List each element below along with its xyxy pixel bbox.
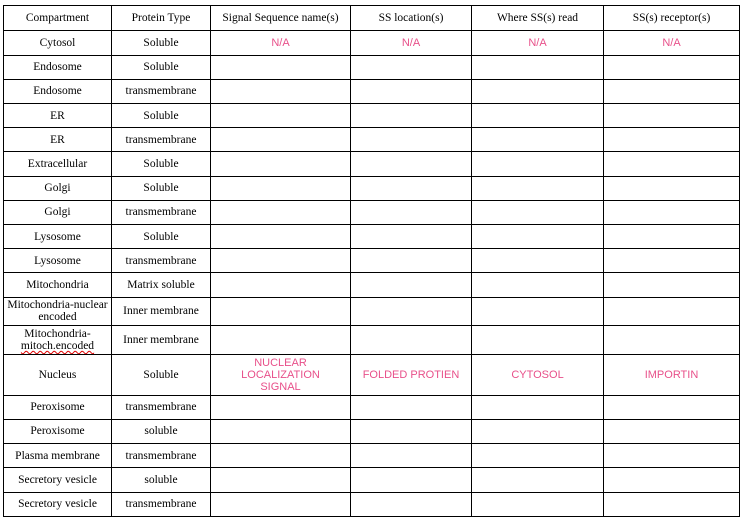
receptor-cell[interactable] bbox=[604, 152, 740, 176]
ss-location-cell[interactable] bbox=[351, 326, 472, 354]
compartment-cell: ER bbox=[4, 103, 112, 127]
signal-name-cell[interactable] bbox=[211, 55, 351, 79]
compartment-cell: Plasma membrane bbox=[4, 444, 112, 468]
protein-type-cell: Soluble bbox=[112, 225, 211, 249]
header-ss-location: SS location(s) bbox=[351, 6, 472, 31]
receptor-cell[interactable] bbox=[604, 103, 740, 127]
protein-type-cell: Inner membrane bbox=[112, 297, 211, 325]
where-read-cell[interactable] bbox=[472, 444, 604, 468]
where-read-cell[interactable]: N/A bbox=[472, 31, 604, 55]
protein-type-cell: Inner membrane bbox=[112, 326, 211, 354]
protein-type-cell: soluble bbox=[112, 419, 211, 443]
header-row bbox=[4, 6, 740, 31]
signal-name-cell[interactable] bbox=[211, 419, 351, 443]
where-read-cell[interactable] bbox=[472, 468, 604, 492]
compartment-cell: Cytosol bbox=[4, 31, 112, 55]
receptor-cell[interactable] bbox=[604, 326, 740, 354]
where-read-cell[interactable] bbox=[472, 176, 604, 200]
signal-name-cell[interactable] bbox=[211, 249, 351, 273]
ss-location-cell[interactable] bbox=[351, 79, 472, 103]
compartment-line-2: mitoch.encoded bbox=[20, 339, 95, 352]
signal-name-cell[interactable] bbox=[211, 468, 351, 492]
ss-location-cell[interactable] bbox=[351, 273, 472, 297]
signal-name-cell[interactable] bbox=[211, 444, 351, 468]
where-read-cell[interactable] bbox=[472, 200, 604, 224]
ss-location-cell[interactable] bbox=[351, 419, 472, 443]
protein-type-cell: Soluble bbox=[112, 103, 211, 127]
signal-name-cell[interactable] bbox=[211, 492, 351, 516]
table-row bbox=[4, 176, 740, 200]
compartment-cell: Peroxisome bbox=[4, 395, 112, 419]
compartment-cell: Secretory vesicle bbox=[4, 468, 112, 492]
ss-location-cell[interactable] bbox=[351, 225, 472, 249]
ss-location-cell[interactable] bbox=[351, 200, 472, 224]
signal-name-cell[interactable] bbox=[211, 395, 351, 419]
compartment-cell: Peroxisome bbox=[4, 419, 112, 443]
signal-name-cell[interactable] bbox=[211, 152, 351, 176]
table-row bbox=[4, 326, 740, 354]
receptor-cell[interactable] bbox=[604, 249, 740, 273]
table-row bbox=[4, 249, 740, 273]
protein-type-cell: transmembrane bbox=[112, 200, 211, 224]
receptor-cell[interactable] bbox=[604, 128, 740, 152]
ss-location-cell[interactable] bbox=[351, 297, 472, 325]
protein-type-cell: transmembrane bbox=[112, 128, 211, 152]
ss-location-cell[interactable]: FOLDED PROTIEN bbox=[351, 354, 472, 395]
where-read-cell[interactable] bbox=[472, 419, 604, 443]
protein-type-cell: transmembrane bbox=[112, 492, 211, 516]
signal-sequence-table bbox=[3, 5, 740, 517]
protein-type-cell: Matrix soluble bbox=[112, 273, 211, 297]
ss-location-cell[interactable] bbox=[351, 249, 472, 273]
signal-name-cell[interactable] bbox=[211, 326, 351, 354]
where-read-cell[interactable] bbox=[472, 395, 604, 419]
receptor-cell[interactable] bbox=[604, 444, 740, 468]
header-protein-type: Protein Type bbox=[112, 6, 211, 31]
protein-type-cell: soluble bbox=[112, 468, 211, 492]
ss-location-cell[interactable] bbox=[351, 395, 472, 419]
table-row bbox=[4, 152, 740, 176]
ss-location-cell[interactable] bbox=[351, 492, 472, 516]
table-row bbox=[4, 31, 740, 55]
table-row bbox=[4, 79, 740, 103]
compartment-cell: Golgi bbox=[4, 176, 112, 200]
where-read-cell[interactable] bbox=[472, 55, 604, 79]
compartment-cell: Secretory vesicle bbox=[4, 492, 112, 516]
compartment-cell: Extracellular bbox=[4, 152, 112, 176]
where-read-cell[interactable] bbox=[472, 103, 604, 127]
protein-type-cell: transmembrane bbox=[112, 444, 211, 468]
protein-type-cell: Soluble bbox=[112, 354, 211, 395]
ss-location-cell[interactable] bbox=[351, 55, 472, 79]
receptor-cell[interactable] bbox=[604, 79, 740, 103]
signal-name-cell[interactable] bbox=[211, 103, 351, 127]
compartment-line-1: Mitochondria- bbox=[24, 327, 91, 340]
protein-type-cell: Soluble bbox=[112, 55, 211, 79]
signal-name-cell[interactable] bbox=[211, 273, 351, 297]
ss-location-cell[interactable] bbox=[351, 103, 472, 127]
protein-type-cell: Soluble bbox=[112, 31, 211, 55]
where-read-cell[interactable] bbox=[472, 79, 604, 103]
table-row bbox=[4, 200, 740, 224]
receptor-cell[interactable] bbox=[604, 297, 740, 325]
where-read-cell[interactable]: CYTOSOL bbox=[472, 354, 604, 395]
table-row bbox=[4, 444, 740, 468]
where-read-cell[interactable] bbox=[472, 492, 604, 516]
protein-type-cell: transmembrane bbox=[112, 249, 211, 273]
receptor-cell[interactable] bbox=[604, 468, 740, 492]
compartment-cell: Mitochondria bbox=[4, 273, 112, 297]
where-read-cell[interactable] bbox=[472, 326, 604, 354]
header-compartment: Compartment bbox=[4, 6, 112, 31]
signal-name-cell[interactable] bbox=[211, 176, 351, 200]
receptor-cell[interactable] bbox=[604, 176, 740, 200]
signal-name-cell[interactable] bbox=[211, 128, 351, 152]
compartment-cell: Lysosome bbox=[4, 225, 112, 249]
signal-name-cell[interactable] bbox=[211, 79, 351, 103]
compartment-cell bbox=[4, 326, 112, 354]
protein-type-cell: transmembrane bbox=[112, 395, 211, 419]
where-read-cell[interactable] bbox=[472, 249, 604, 273]
receptor-cell[interactable] bbox=[604, 395, 740, 419]
compartment-cell: Nucleus bbox=[4, 354, 112, 395]
compartment-cell: Mitochondria-nuclear encoded bbox=[4, 297, 112, 325]
receptor-cell[interactable]: N/A bbox=[604, 31, 740, 55]
signal-name-cell[interactable] bbox=[211, 225, 351, 249]
ss-location-cell[interactable]: N/A bbox=[351, 31, 472, 55]
protein-type-cell: transmembrane bbox=[112, 79, 211, 103]
table-row bbox=[4, 395, 740, 419]
ss-location-cell[interactable] bbox=[351, 152, 472, 176]
receptor-cell[interactable] bbox=[604, 225, 740, 249]
table-row bbox=[4, 419, 740, 443]
compartment-cell: Lysosome bbox=[4, 249, 112, 273]
ss-location-cell[interactable] bbox=[351, 468, 472, 492]
signal-name-cell[interactable]: NUCLEAR LOCALIZATION SIGNAL bbox=[211, 354, 351, 395]
compartment-cell: Endosome bbox=[4, 55, 112, 79]
ss-location-cell[interactable] bbox=[351, 176, 472, 200]
compartment-cell: Endosome bbox=[4, 79, 112, 103]
signal-name-cell[interactable] bbox=[211, 297, 351, 325]
table-row bbox=[4, 128, 740, 152]
table-row bbox=[4, 468, 740, 492]
table-row bbox=[4, 273, 740, 297]
table-row bbox=[4, 225, 740, 249]
protein-type-cell: Soluble bbox=[112, 152, 211, 176]
table-row bbox=[4, 55, 740, 79]
protein-type-cell: Soluble bbox=[112, 176, 211, 200]
ss-location-cell[interactable] bbox=[351, 444, 472, 468]
header-ss-receptor: SS(s) receptor(s) bbox=[604, 6, 740, 31]
ss-location-cell[interactable] bbox=[351, 128, 472, 152]
receptor-cell[interactable] bbox=[604, 200, 740, 224]
header-signal-sequence-name: Signal Sequence name(s) bbox=[211, 6, 351, 31]
receptor-cell[interactable] bbox=[604, 273, 740, 297]
table-row bbox=[4, 492, 740, 516]
receptor-cell[interactable] bbox=[604, 55, 740, 79]
signal-name-cell[interactable]: N/A bbox=[211, 31, 351, 55]
where-read-cell[interactable] bbox=[472, 273, 604, 297]
compartment-cell: Golgi bbox=[4, 200, 112, 224]
table-row bbox=[4, 103, 740, 127]
receptor-cell[interactable] bbox=[604, 492, 740, 516]
where-read-cell[interactable] bbox=[472, 152, 604, 176]
signal-name-cell[interactable] bbox=[211, 200, 351, 224]
table-row bbox=[4, 297, 740, 325]
compartment-cell: ER bbox=[4, 128, 112, 152]
where-read-cell[interactable] bbox=[472, 128, 604, 152]
where-read-cell[interactable] bbox=[472, 297, 604, 325]
receptor-cell[interactable] bbox=[604, 419, 740, 443]
where-read-cell[interactable] bbox=[472, 225, 604, 249]
table-row bbox=[4, 354, 740, 395]
receptor-cell[interactable]: IMPORTIN bbox=[604, 354, 740, 395]
header-where-ss-read: Where SS(s) read bbox=[472, 6, 604, 31]
